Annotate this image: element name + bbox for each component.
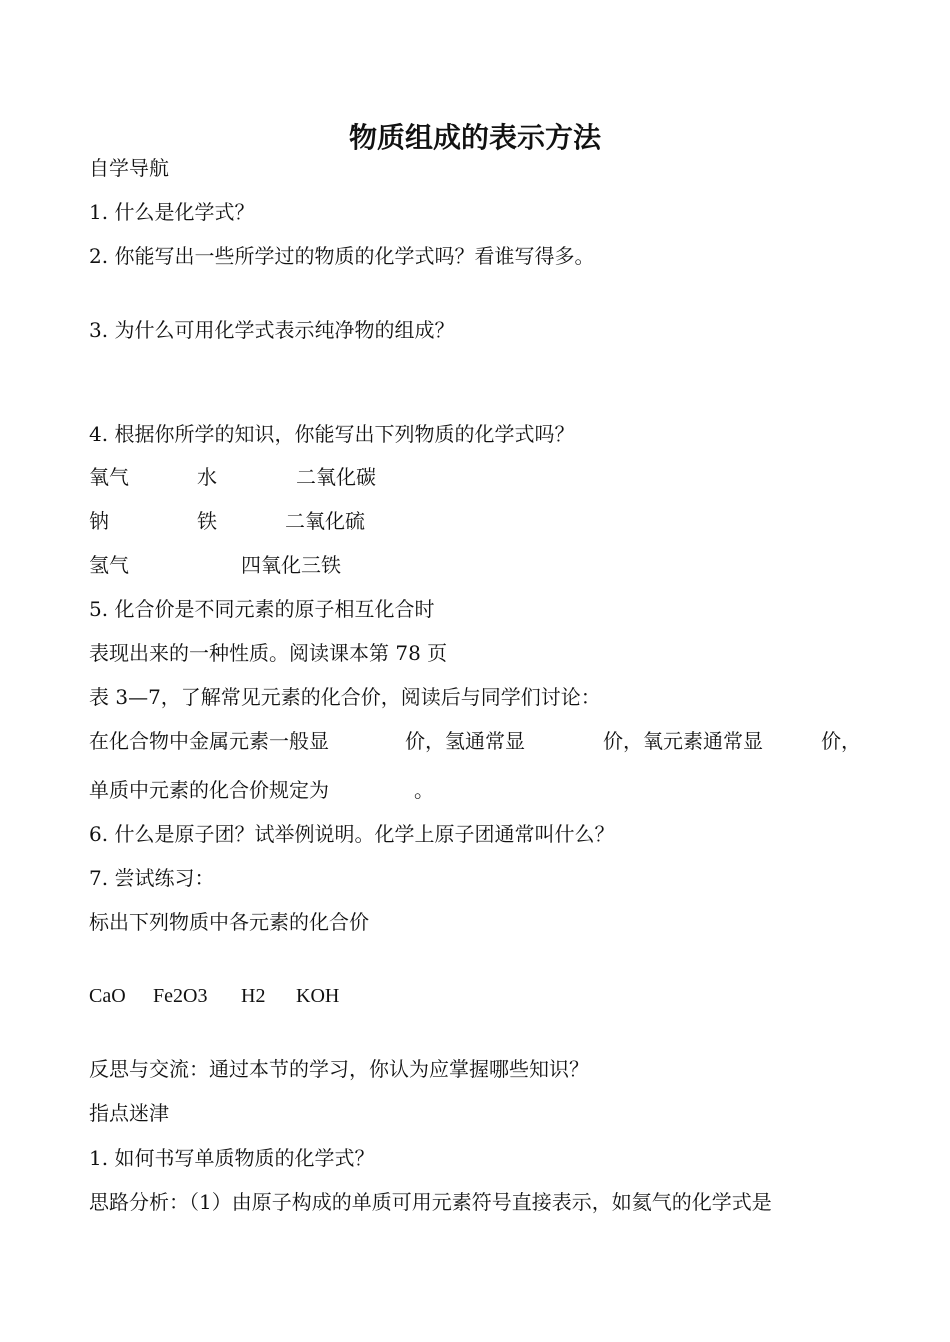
substance-iron-oxide: 四氧化三铁: [241, 553, 341, 577]
page-title: 物质组成的表示方法: [348, 121, 601, 154]
formula-koh: KOH: [296, 985, 340, 1007]
question-1: 1. 什么是化学式？: [89, 200, 255, 224]
reflection: 反思与交流：通过本节的学习，你认为应掌握哪些知识？: [89, 1057, 589, 1081]
guidance-question-1: 1. 如何书写单质物质的化学式？: [89, 1146, 375, 1170]
question-6: 6. 什么是原子团？试举例说明。化学上原子团通常叫什么？: [89, 822, 615, 846]
formula-h2: H2: [241, 985, 266, 1007]
section-heading-guidance: 指点迷津: [89, 1101, 169, 1125]
substance-iron: 铁: [197, 509, 217, 533]
formula-fe2o3: Fe2O3: [153, 985, 208, 1007]
fill-text-oxygen: 价，氧元素通常显: [603, 729, 763, 753]
question-5-line-1: 5. 化合价是不同元素的原子相互化合时: [89, 597, 435, 621]
substance-sulfur-dioxide: 二氧化硫: [285, 509, 365, 533]
question-5-line-2: 表现出来的一种性质。阅读课本第 78 页: [89, 641, 448, 665]
question-5-line-3: 表 3—7，了解常见元素的化合价，阅读后与同学们讨论：: [89, 685, 601, 709]
question-2: 2. 你能写出一些所学过的物质的化学式吗？看谁写得多。: [89, 244, 595, 268]
substance-sodium: 钠: [89, 509, 109, 533]
fill-text-elemental: 单质中元素的化合价规定为: [89, 778, 329, 802]
fill-text-metal: 在化合物中金属元素一般显: [89, 729, 329, 753]
substance-hydrogen: 氢气: [89, 553, 129, 577]
fill-text-end: 价，: [821, 729, 861, 753]
analysis-text: 思路分析：（1）由原子构成的单质可用元素符号直接表示，如氦气的化学式是: [89, 1190, 772, 1214]
substance-carbon-dioxide: 二氧化碳: [296, 465, 376, 489]
substance-oxygen: 氧气: [89, 465, 129, 489]
question-7: 7. 尝试练习：: [89, 866, 215, 890]
substance-water: 水: [197, 465, 217, 489]
section-heading-self-study: 自学导航: [89, 156, 169, 180]
fill-text-hydrogen: 价，氢通常显: [405, 729, 525, 753]
question-3: 3. 为什么可用化学式表示纯净物的组成？: [89, 318, 455, 342]
question-4: 4. 根据你所学的知识，你能写出下列物质的化学式吗？: [89, 422, 575, 446]
question-7-prompt: 标出下列物质中各元素的化合价: [89, 910, 369, 934]
fill-text-period: 。: [414, 778, 434, 802]
formula-cao: CaO: [89, 985, 126, 1007]
